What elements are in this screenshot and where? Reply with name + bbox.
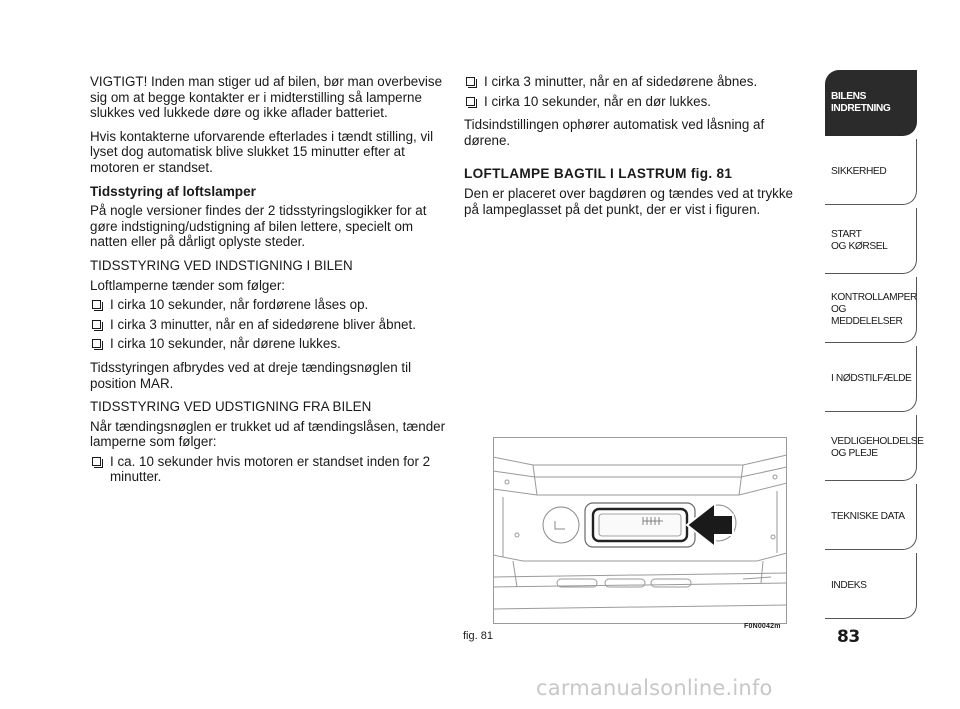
paragraph-rear-lamp-description: Den er placeret over bagdøren og tændes ved at trykke på lampeglasset på det punkt, der er vist i figuren.: [464, 185, 793, 217]
checkbox-bullet-icon: [92, 339, 101, 348]
tab-kontrollamper[interactable]: KONTROLLAMPER OG MEDDELELSER: [825, 277, 917, 343]
tab-vedligeholdelse[interactable]: VEDLIGEHOLDELSE OG PLEJE: [825, 415, 917, 481]
heading-timer-entry: TIDSSTYRING VED INDSTIGNING I BILEN: [90, 257, 353, 273]
tab-indeks[interactable]: INDEKS: [825, 553, 917, 619]
heading-timer-ceiling-lamps: Tidsstyring af loftslamper: [90, 183, 256, 199]
paragraph-switches-left-on: Hvis kontakterne uforvarende efterlades i tændt stilling, vil lyset dog automatisk blive slukket 15 minutter efter at motoren er standset.: [90, 128, 434, 175]
paragraph-timer-interrupt: Tidsstyringen afbrydes ved at dreje tændingsnøglen til position MAR.: [90, 359, 412, 391]
paragraph-timer-stops: Tidsindstillingen ophører automatisk ved låsning af dørene.: [464, 117, 765, 148]
checkbox-bullet-icon: [466, 97, 475, 106]
right-column: [464, 74, 794, 225]
list-item: I ca. 10 sekunder hvis motoren er standset inden for 2 minutter.: [90, 454, 450, 485]
tab-start-og-korsel[interactable]: START OG KØRSEL: [825, 208, 917, 274]
paragraph-timer-logic: På nogle versioner findes der 2 tidsstyringslogikker for at gøre indstigning/udstigning af bilen lettere, specielt om natten eller på dårligt oplyste steder.: [90, 203, 427, 250]
paragraph-lamps-turn-on: Loftlamperne tænder som følger:: [90, 277, 285, 293]
list-item: I cirka 10 sekunder, når dørene lukkes.: [90, 336, 450, 352]
heading-timer-exit: TIDSSTYRING VED UDSTIGNING FRA BILEN: [90, 399, 372, 415]
lamp-illustration: [493, 437, 787, 624]
paragraph-important: VIGTIGT! Inden man stiger ud af bilen, bør man overbevise sig om at begge kontakter er i midterstilling så lamperne slukkes ved lukkede døre og ikke aflader batteriet.: [90, 74, 443, 121]
figure-code: F0N0042m: [744, 623, 781, 630]
tab-i-nodstilfaelde[interactable]: I NØDSTILFÆLDE: [825, 346, 917, 412]
page-number: 83: [837, 627, 860, 647]
paragraph-key-removed: Når tændingsnøglen er trukket ud af tændingslåsen, tænder lamperne som følger:: [90, 418, 446, 450]
checkbox-bullet-icon: [92, 457, 101, 466]
list-item: I cirka 10 sekunder, når fordørene låses op.: [90, 297, 450, 313]
tab-bilens-indretning[interactable]: BILENS INDRETNING: [825, 70, 917, 136]
tab-sikkerhed[interactable]: SIKKERHED: [825, 139, 917, 205]
watermark: carmanualsonline.info: [536, 676, 773, 700]
figure-caption: fig. 81: [463, 630, 493, 642]
tab-tekniske-data[interactable]: TEKNISKE DATA: [825, 484, 917, 550]
heading-rear-ceiling-lamp: LOFTLAMPE BAGTIL I LASTRUM fig. 81: [464, 166, 733, 182]
list-item: I cirka 3 minutter, når en af sidedørene åbnes.: [464, 74, 794, 90]
left-column: [90, 74, 450, 489]
checkbox-bullet-icon: [466, 77, 475, 86]
checkbox-bullet-icon: [92, 300, 101, 309]
figure-rear-ceiling-lamp: [493, 437, 787, 624]
list-item: I cirka 10 sekunder, når en dør lukkes.: [464, 94, 794, 110]
list-item: I cirka 3 minutter, når en af sidedørene bliver åbnet.: [90, 317, 450, 333]
checkbox-bullet-icon: [92, 320, 101, 329]
